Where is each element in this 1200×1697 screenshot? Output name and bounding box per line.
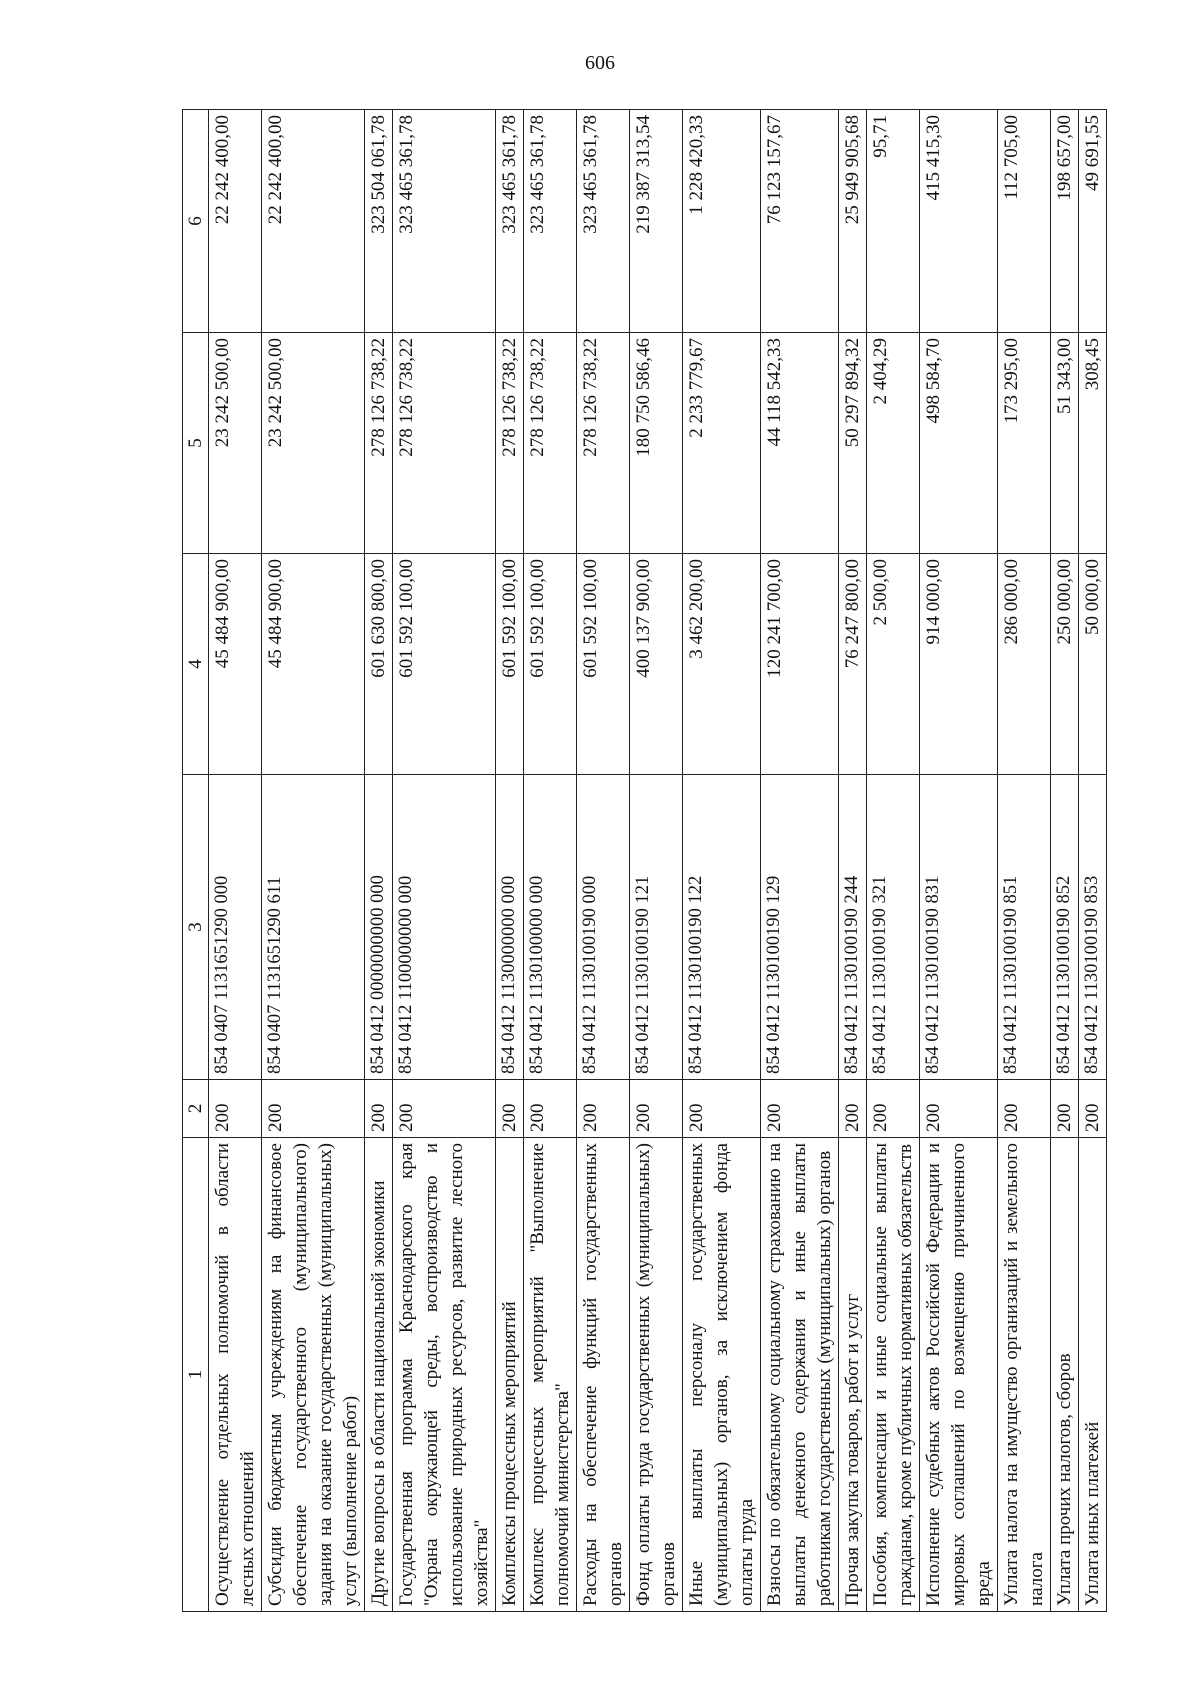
row-column2-cell: 200 <box>393 1080 496 1138</box>
column-header: 3 <box>183 775 209 1080</box>
row-code-cell: 854 0412 1130100190 831 <box>920 775 998 1080</box>
row-column2-cell: 200 <box>630 1080 683 1138</box>
row-column5-amount: 23 242 500,00 <box>209 333 262 554</box>
row-code-cell: 854 0412 1130100190 853 <box>1079 775 1107 1080</box>
row-column2-cell: 200 <box>1079 1080 1107 1138</box>
row-column5-amount: 44 118 542,33 <box>761 333 839 554</box>
row-column4-amount: 601 592 100,00 <box>577 554 630 775</box>
row-column6-amount: 323 465 361,78 <box>524 110 577 333</box>
row-code-cell: 854 0412 1130100190 244 <box>839 775 867 1080</box>
row-code-cell: 854 0412 1130100190 121 <box>630 775 683 1080</box>
row-name-cell: Фонд оплаты труда государственных (муниципальных) органов <box>630 1138 683 1612</box>
table-row <box>1051 110 1079 1612</box>
row-name-cell: Исполнение судебных актов Российской Федерации и мировых соглашений по возмещению причиненного вреда <box>920 1138 998 1612</box>
row-name-cell: Иные выплаты персоналу государственных (муниципальных) органов, за исключением фонда оплаты труда <box>683 1138 761 1612</box>
row-column6-amount: 1 228 420,33 <box>683 110 761 333</box>
row-column5-amount: 278 126 738,22 <box>577 333 630 554</box>
row-column4-amount: 400 137 900,00 <box>630 554 683 775</box>
row-column4-amount: 601 592 100,00 <box>393 554 496 775</box>
row-column6-amount: 323 465 361,78 <box>496 110 524 333</box>
row-column2-cell: 200 <box>761 1080 839 1138</box>
table-row <box>577 110 630 1612</box>
row-column2-cell: 200 <box>920 1080 998 1138</box>
table-row <box>393 110 496 1612</box>
row-code-cell: 854 0412 1130100190 122 <box>683 775 761 1080</box>
row-name-cell: Государственная программа Краснодарского края "Охрана окружающей среды, воспроизводство и использование природных ресурсов, развитие лесного хозяйства" <box>393 1138 496 1612</box>
row-name-cell: Осуществление отдельных полномочий в области лесных отношений <box>209 1138 262 1612</box>
row-column6-amount: 112 705,00 <box>998 110 1051 333</box>
row-code-cell: 854 0412 1130100190 852 <box>1051 775 1079 1080</box>
row-column4-amount: 2 500,00 <box>867 554 920 775</box>
row-column2-cell: 200 <box>577 1080 630 1138</box>
row-column5-amount: 2 404,29 <box>867 333 920 554</box>
table-row <box>998 110 1051 1612</box>
table-row <box>365 110 393 1612</box>
row-code-cell: 854 0412 1100000000 000 <box>393 775 496 1080</box>
row-column2-cell: 200 <box>524 1080 577 1138</box>
row-column5-amount: 278 126 738,22 <box>365 333 393 554</box>
row-column5-amount: 278 126 738,22 <box>524 333 577 554</box>
table-row <box>630 110 683 1612</box>
row-column6-amount: 415 415,30 <box>920 110 998 333</box>
row-column6-amount: 219 387 313,54 <box>630 110 683 333</box>
row-column2-cell: 200 <box>839 1080 867 1138</box>
row-code-cell: 854 0412 1130100190 321 <box>867 775 920 1080</box>
table-row <box>496 110 524 1612</box>
column-header: 1 <box>183 1138 209 1612</box>
column-header: 5 <box>183 333 209 554</box>
table-row <box>1079 110 1107 1612</box>
row-column5-amount: 278 126 738,22 <box>496 333 524 554</box>
row-column6-amount: 25 949 905,68 <box>839 110 867 333</box>
row-column4-amount: 45 484 900,00 <box>262 554 365 775</box>
row-column5-amount: 23 242 500,00 <box>262 333 365 554</box>
table-row <box>262 110 365 1612</box>
row-column4-amount: 601 630 800,00 <box>365 554 393 775</box>
row-column5-amount: 180 750 586,46 <box>630 333 683 554</box>
row-column2-cell: 200 <box>209 1080 262 1138</box>
row-code-cell: 854 0412 1130100190 129 <box>761 775 839 1080</box>
table-row <box>867 110 920 1612</box>
row-column4-amount: 601 592 100,00 <box>524 554 577 775</box>
table-row <box>761 110 839 1612</box>
row-code-cell: 854 0407 1131651290 000 <box>209 775 262 1080</box>
row-code-cell: 854 0412 1130000000 000 <box>496 775 524 1080</box>
row-column5-amount: 278 126 738,22 <box>393 333 496 554</box>
row-column6-amount: 22 242 400,00 <box>209 110 262 333</box>
row-name-cell: Пособия, компенсации и иные социальные выплаты гражданам, кроме публичных нормативных обязательств <box>867 1138 920 1612</box>
row-column6-amount: 323 465 361,78 <box>577 110 630 333</box>
row-column6-amount: 323 504 061,78 <box>365 110 393 333</box>
row-column6-amount: 323 465 361,78 <box>393 110 496 333</box>
row-column4-amount: 286 000,00 <box>998 554 1051 775</box>
row-column5-amount: 2 233 779,67 <box>683 333 761 554</box>
row-column2-cell: 200 <box>998 1080 1051 1138</box>
budget-table <box>182 109 1107 1612</box>
row-column2-cell: 200 <box>683 1080 761 1138</box>
rotated-table-frame <box>182 110 1103 1612</box>
row-column4-amount: 601 592 100,00 <box>496 554 524 775</box>
row-column5-amount: 50 297 894,32 <box>839 333 867 554</box>
column-header: 2 <box>183 1080 209 1138</box>
row-column4-amount: 76 247 800,00 <box>839 554 867 775</box>
row-code-cell: 854 0412 1130100190 000 <box>577 775 630 1080</box>
row-name-cell: Комплекс процессных мероприятий "Выполнение полномочий министерства" <box>524 1138 577 1612</box>
page-number: 606 <box>585 52 615 74</box>
row-code-cell: 854 0412 1130100000 000 <box>524 775 577 1080</box>
row-column6-amount: 95,71 <box>867 110 920 333</box>
row-code-cell: 854 0407 1131651290 611 <box>262 775 365 1080</box>
row-column2-cell: 200 <box>262 1080 365 1138</box>
row-column4-amount: 45 484 900,00 <box>209 554 262 775</box>
row-column5-amount: 51 343,00 <box>1051 333 1079 554</box>
row-column2-cell: 200 <box>1051 1080 1079 1138</box>
table-row <box>920 110 998 1612</box>
row-column4-amount: 120 241 700,00 <box>761 554 839 775</box>
row-name-cell: Комплексы процессных мероприятий <box>496 1138 524 1612</box>
row-column6-amount: 49 691,55 <box>1079 110 1107 333</box>
row-code-cell: 854 0412 1130100190 851 <box>998 775 1051 1080</box>
row-column4-amount: 914 000,00 <box>920 554 998 775</box>
table-row <box>839 110 867 1612</box>
row-column2-cell: 200 <box>365 1080 393 1138</box>
row-code-cell: 854 0412 0000000000 000 <box>365 775 393 1080</box>
column-header: 4 <box>183 554 209 775</box>
row-column5-amount: 308,45 <box>1079 333 1107 554</box>
table-row <box>683 110 761 1612</box>
row-name-cell: Расходы на обеспечение функций государственных органов <box>577 1138 630 1612</box>
row-column4-amount: 250 000,00 <box>1051 554 1079 775</box>
row-name-cell: Другие вопросы в области национальной экономики <box>365 1138 393 1612</box>
row-column5-amount: 498 584,70 <box>920 333 998 554</box>
row-name-cell: Уплата налога на имущество организаций и земельного налога <box>998 1138 1051 1612</box>
column-header: 6 <box>183 110 209 333</box>
row-column6-amount: 76 123 157,67 <box>761 110 839 333</box>
rotated-table <box>182 110 1103 1612</box>
row-column5-amount: 173 295,00 <box>998 333 1051 554</box>
row-name-cell: Субсидии бюджетным учреждениям на финансовое обеспечение государственного (муниципального) задания на оказание государственных (муниципальных) услуг (выполнение работ) <box>262 1138 365 1612</box>
row-column2-cell: 200 <box>496 1080 524 1138</box>
row-column4-amount: 50 000,00 <box>1079 554 1107 775</box>
row-name-cell: Уплата иных платежей <box>1079 1138 1107 1612</box>
row-column6-amount: 198 657,00 <box>1051 110 1079 333</box>
table-row <box>524 110 577 1612</box>
row-column2-cell: 200 <box>867 1080 920 1138</box>
table-row <box>209 110 262 1612</box>
row-column6-amount: 22 242 400,00 <box>262 110 365 333</box>
header-row <box>183 110 209 1612</box>
row-name-cell: Уплата прочих налогов, сборов <box>1051 1138 1079 1612</box>
row-column4-amount: 3 462 200,00 <box>683 554 761 775</box>
row-name-cell: Прочая закупка товаров, работ и услуг <box>839 1138 867 1612</box>
row-name-cell: Взносы по обязательному социальному страхованию на выплаты денежного содержания и иные выплаты работникам государственных (муниципальных) органов <box>761 1138 839 1612</box>
